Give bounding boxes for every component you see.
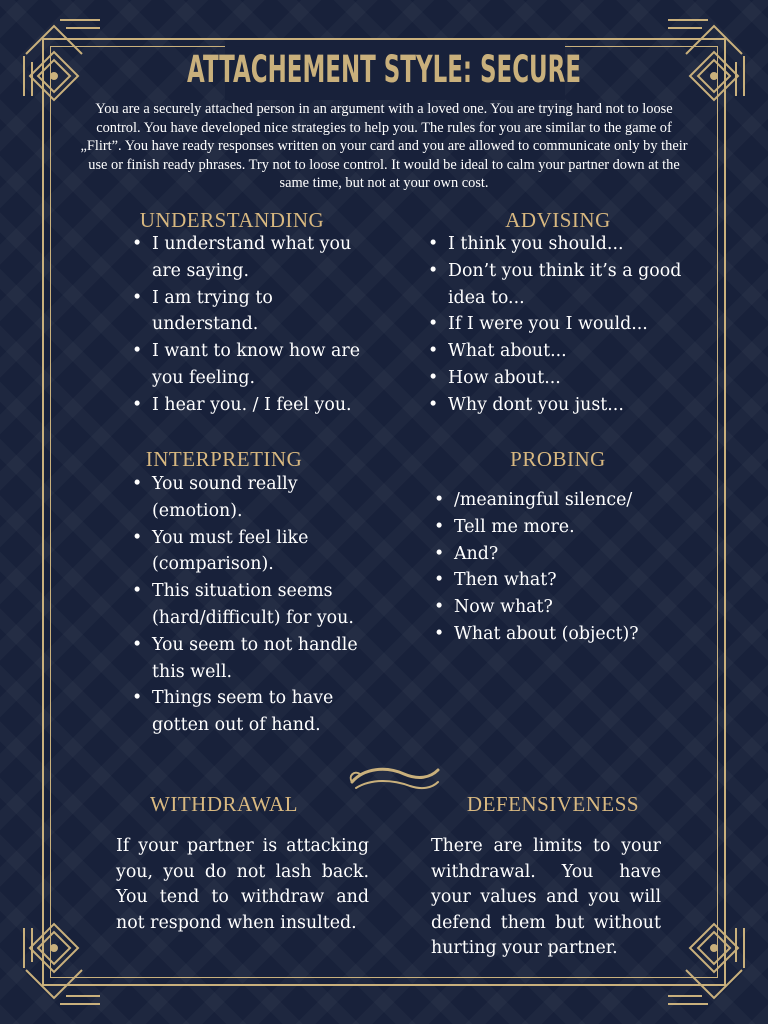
list-item: • Why dont you just... — [428, 392, 683, 419]
section-heading-withdrawal: WITHDRAWAL — [150, 792, 298, 816]
swirl-ornament-icon — [346, 760, 442, 796]
list-item: • What about... — [428, 338, 683, 365]
list-item: • How about... — [428, 365, 683, 392]
intro-paragraph: You are a securely attached person in an argument with a loved one. You are trying hard not to loose control. You have developed nice strategies to help you. The rules for you are similar to the game of „Flirt”. You have ready responses written on your card and you are allowed to communicate only by their use or finish ready phrases. Try not to loose control. It would be ideal to calm your partner down at the same time, but not at your own cost. — [80, 101, 688, 192]
list-item: • You seem to not handle this well. — [132, 632, 387, 686]
section-heading-defensiveness: DEFENSIVENESS — [466, 792, 640, 816]
advising-list — [428, 231, 683, 419]
list-item: • I think you should... — [428, 231, 683, 258]
interpreting-list — [132, 471, 387, 739]
page-title: ATTACHEMENT STYLE: SECURE — [186, 48, 582, 91]
list-item: • /meaningful silence/ — [434, 487, 694, 514]
list-item: • Then what? — [434, 567, 694, 594]
list-item: • You sound really (emotion). — [132, 471, 387, 525]
list-item: • Tell me more. — [434, 514, 694, 541]
defensiveness-paragraph: There are limits to your withdrawal. You have your values and you will defend them but without hurting your partner. — [431, 836, 661, 958]
list-item: • I hear you. / I feel you. — [132, 392, 382, 419]
list-item: • I am trying to understand. — [132, 285, 382, 339]
list-item: • I want to know how are you feeling. — [132, 338, 382, 392]
list-item: • You must feel like (comparison). — [132, 525, 387, 579]
section-heading-understanding: UNDERSTANDING — [139, 208, 325, 232]
ornament-corner-icon — [662, 16, 748, 102]
ornament-corner-icon — [20, 922, 106, 1008]
list-item: • I understand what you are saying. — [132, 231, 382, 285]
list-item: • If I were you I would... — [428, 311, 683, 338]
list-item: • What about (object)? — [434, 621, 694, 648]
list-item: • And? — [434, 541, 694, 568]
probing-list — [434, 487, 694, 648]
section-heading-interpreting: INTERPRETING — [145, 447, 303, 471]
list-item: • Things seem to have gotten out of hand. — [132, 685, 387, 739]
list-item: • Don’t you think it’s a good idea to... — [428, 258, 683, 312]
list-item: • This situation seems (hard/difficult) for you. — [132, 578, 387, 632]
list-item: • Now what? — [434, 594, 694, 621]
understanding-list — [132, 231, 382, 419]
ornament-corner-icon — [20, 16, 106, 102]
withdrawal-paragraph: If your partner is attacking you, you do not lash back. You tend to withdraw and not respond when insulted. — [116, 836, 369, 933]
section-heading-probing: PROBING — [510, 447, 606, 471]
ornament-corner-icon — [662, 922, 748, 1008]
section-heading-advising: ADVISING — [505, 208, 611, 232]
